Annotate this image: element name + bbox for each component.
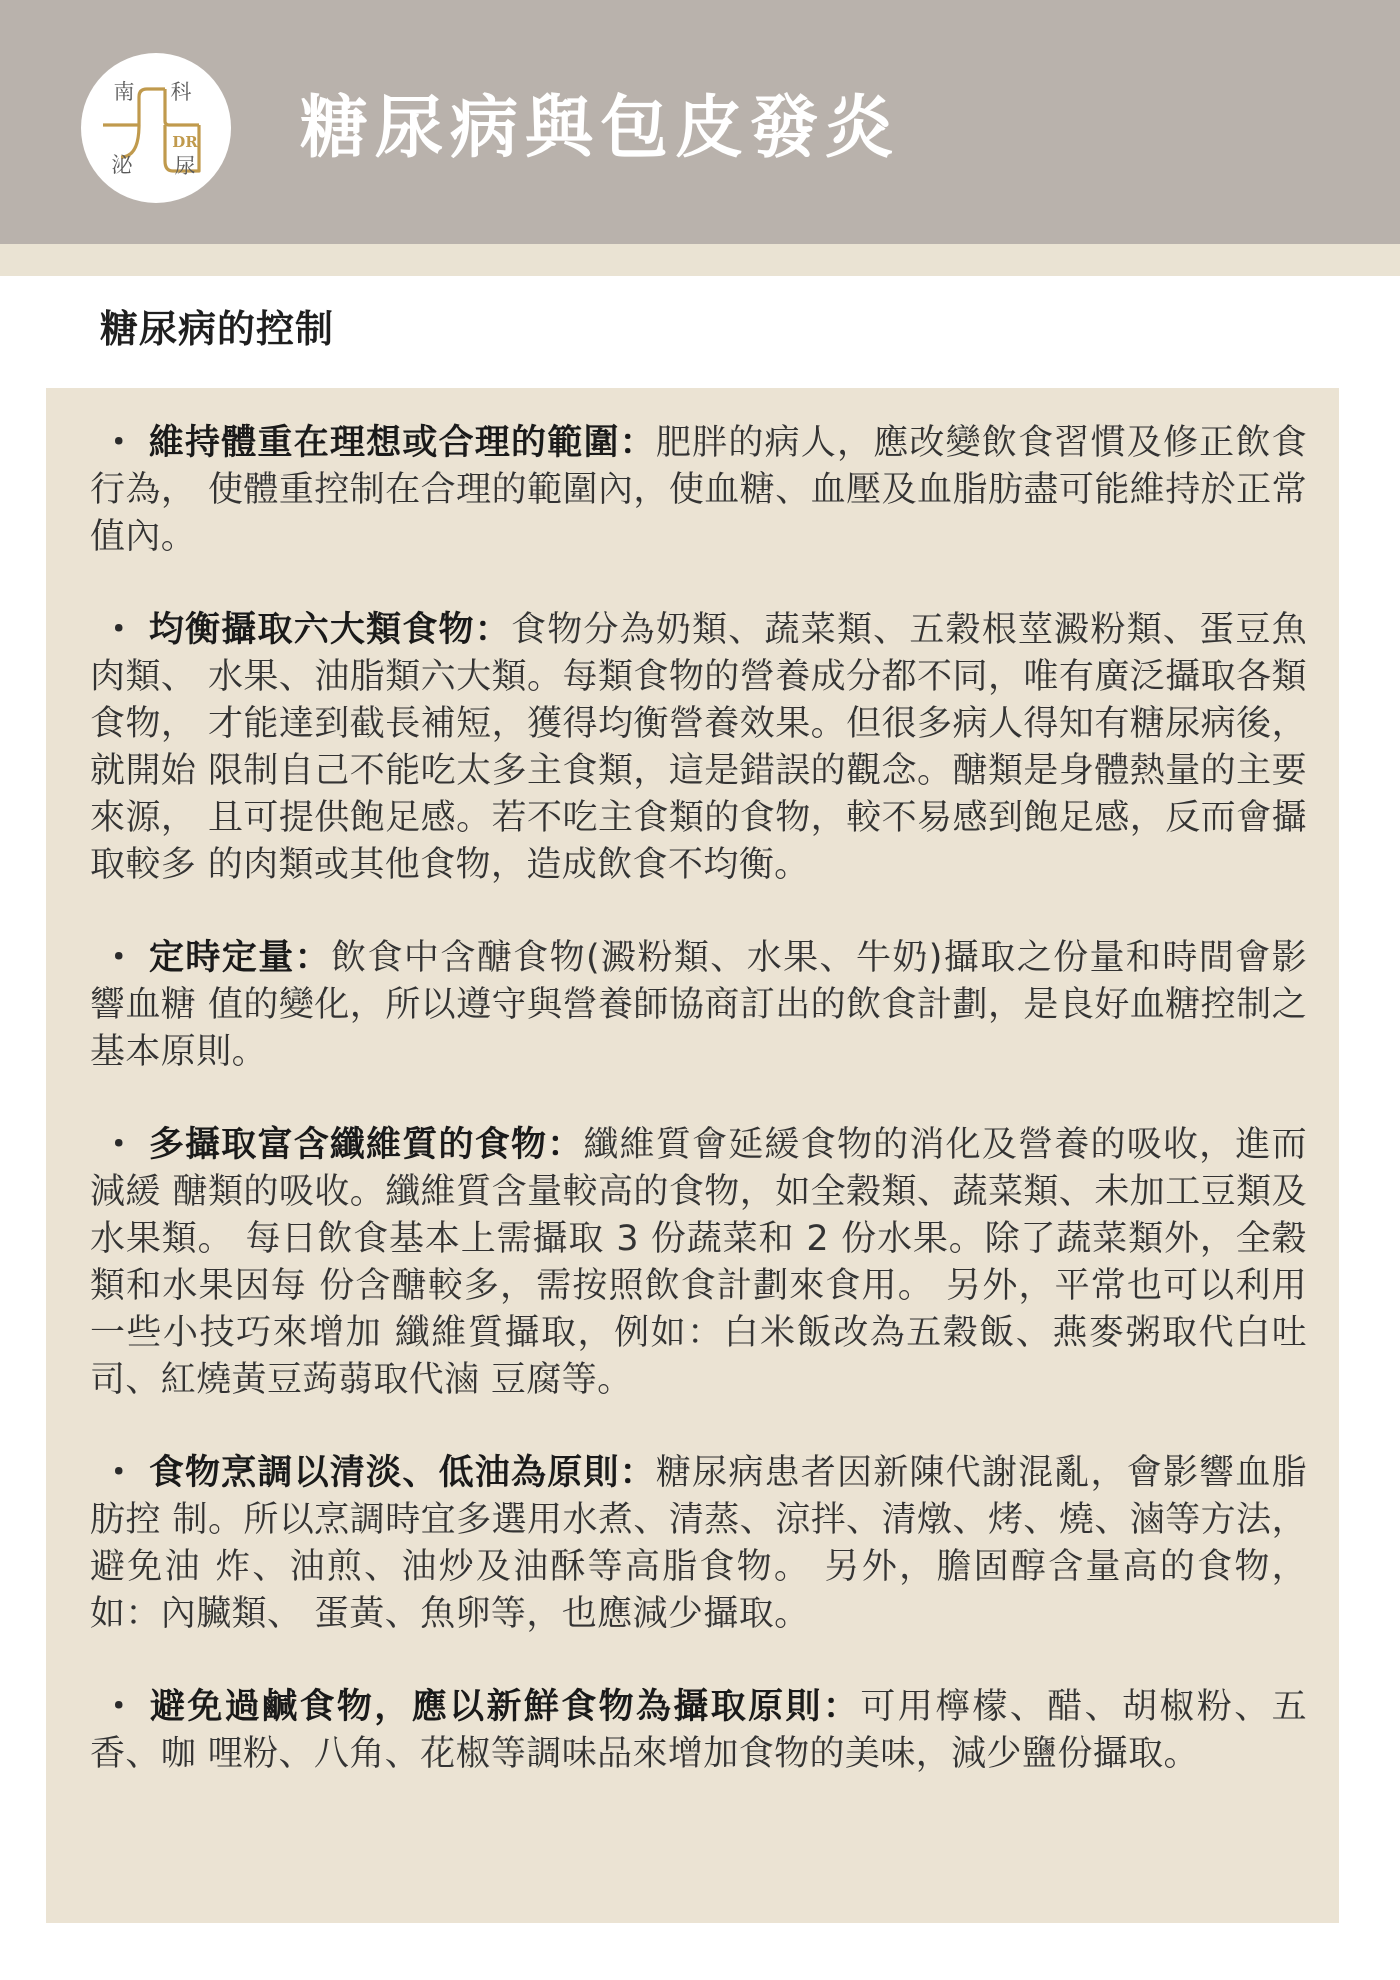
item-title: 維持體重在理想或合理的範圍： <box>148 423 656 463</box>
list-item <box>90 935 1307 1076</box>
page-title: 糖尿病與包皮發炎 <box>300 89 901 168</box>
section-heading: 糖尿病的控制 <box>100 307 335 351</box>
bullet-icon: ・ <box>101 610 137 650</box>
logo-badge: DR <box>172 133 198 151</box>
list-item <box>90 1122 1307 1404</box>
item-body: 飲食中含醣食物(澱粉類、水果、牛奶)攝取之份量和時間會影響血糖 值的變化，所以遵守與營養師協商訂出的飲食計劃，是良好血糖控制之基本原則。 <box>90 938 1307 1072</box>
logo-char-2: 科 <box>170 80 192 104</box>
logo-char-4: 尿 <box>174 154 196 178</box>
item-body: 可用檸檬、醋、胡椒粉、五香、咖 哩粉、八角、花椒等調味品來增加食物的美味，減少鹽份攝取。 <box>90 1687 1307 1774</box>
content-panel <box>46 388 1339 1923</box>
item-body: 糖尿病患者因新陳代謝混亂，會影響血脂肪控 制。所以烹調時宜多選用水煮、清蒸、涼拌、清燉、烤、燒、滷等方法，避免油 炸、油煎、油炒及油酥等高脂食物。 另外，膽固醇含量高的食物，如：內臟類、 蛋黃、魚卵等，也應減少攝取。 <box>90 1453 1308 1634</box>
list-item <box>90 607 1307 889</box>
clinic-logo-icon <box>81 53 231 203</box>
bullet-icon: ・ <box>101 1125 137 1165</box>
item-title: 食物烹調以清淡、低油為原則： <box>148 1453 656 1493</box>
logo-char-3: 泌 <box>111 153 133 177</box>
clinic-logo <box>81 53 231 203</box>
item-body: 肥胖的病人，應改變飲食習慣及修正飲食行為， 使體重控制在合理的範圍內，使血糖、血壓及血脂肪盡可能維持於正常值內。 <box>90 423 1308 557</box>
header-divider-strip <box>0 244 1400 276</box>
bullet-icon: ・ <box>101 1453 137 1493</box>
item-title: 均衡攝取六大類食物： <box>148 610 511 650</box>
list-item <box>90 420 1307 561</box>
item-body: 纖維質會延緩食物的消化及營養的吸收，進而減緩 醣類的吸收。纖維質含量較高的食物，如全穀類、蔬菜類、未加工豆類及水果類。 每日飲食基本上需攝取 3 份蔬菜和 2 份水果。除了蔬菜類外，全穀類和水果因每 份含醣較多，需按照飲食計劃來食用。 另外，平常也可以利用一些小技巧來增加 纖維質攝取，例如：白米飯改為五穀飯、燕麥粥取代白吐司、紅燒黃豆蒟蒻取代滷 豆腐等。 <box>90 1125 1307 1400</box>
bullet-icon: ・ <box>101 938 137 978</box>
item-title: 多攝取富含纖維質的食物： <box>148 1125 584 1165</box>
bullet-icon: ・ <box>101 1687 137 1727</box>
item-body: 食物分為奶類、蔬菜類、五穀根莖澱粉類、蛋豆魚肉類、 水果、油脂類六大類。每類食物的營養成分都不同，唯有廣泛攝取各類食物， 才能達到截長補短，獲得均衡營養效果。但很多病人得知有糖尿病後，就開始 限制自己不能吃太多主食類，這是錯誤的觀念。醣類是身體熱量的主要來源， 且可提供飽足感。若不吃主食類的食物，較不易感到飽足感，反而會攝取較多 的肉類或其他食物，造成飲食不均衡。 <box>90 610 1307 885</box>
list-item <box>90 1684 1307 1778</box>
logo-char-1: 南 <box>113 80 135 104</box>
item-title: 避免過鹹食物，應以新鮮食物為攝取原則： <box>148 1687 861 1727</box>
item-title: 定時定量： <box>148 938 332 978</box>
bullet-icon: ・ <box>101 423 137 463</box>
header-bar <box>0 0 1400 244</box>
list-item <box>90 1450 1307 1638</box>
